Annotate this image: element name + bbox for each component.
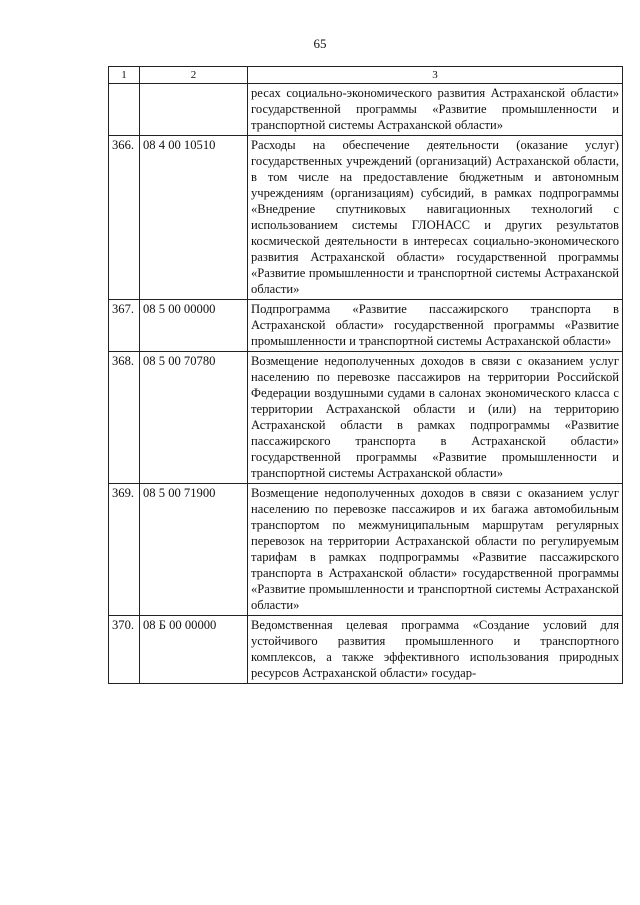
- budget-classification-table: [108, 66, 623, 684]
- table-row: [109, 616, 623, 684]
- row-number: 368.: [109, 352, 140, 484]
- row-code: 08 4 00 10510: [140, 136, 248, 300]
- row-code: 08 5 00 71900: [140, 484, 248, 616]
- row-code: 08 Б 00 00000: [140, 616, 248, 684]
- row-number: 370.: [109, 616, 140, 684]
- row-number: 367.: [109, 300, 140, 352]
- row-description: Ведомственная целевая программа «Создание условий для устойчивого развития промышленного и транспортного комплексов, а также эффективного использования природных ресурсов Астраханской области» государ-: [248, 616, 623, 684]
- row-description: ресах социально-экономического развития Астраханской области» государственной программы «Развитие промышленности и транспортной системы Астраханской области»: [248, 84, 623, 136]
- row-code: 08 5 00 00000: [140, 300, 248, 352]
- table-row: [109, 484, 623, 616]
- page-number: 65: [313, 36, 327, 51]
- row-number: [109, 84, 140, 136]
- column-header-code: 2: [140, 67, 248, 84]
- row-code: [140, 84, 248, 136]
- row-code: 08 5 00 70780: [140, 352, 248, 484]
- row-description: Возмещение недополученных доходов в связи с оказанием услуг населению по перевозке пассажиров и их багажа автомобильным транспортом по межмуниципальным маршрутам регулярных перевозок на территории Астраханской области по регулируемым тарифам в рамках подпрограммы «Развитие пассажирского транспорта в Астраханской области» государственной программы «Развитие промышленности и транспортной системы Астраханской области»: [248, 484, 623, 616]
- row-description: Подпрограмма «Развитие пассажирского транспорта в Астраханской области» государственной программы «Развитие промышленности и транспортной системы Астраханской области»: [248, 300, 623, 352]
- column-header-description: 3: [248, 67, 623, 84]
- row-number: 369.: [109, 484, 140, 616]
- row-number: 366.: [109, 136, 140, 300]
- column-header-number: 1: [109, 67, 140, 84]
- table-row: [109, 300, 623, 352]
- table-row: [109, 84, 623, 136]
- table-row: [109, 352, 623, 484]
- table-header-row: [109, 67, 623, 84]
- table-row: [109, 136, 623, 300]
- row-description: Расходы на обеспечение деятельности (оказание услуг) государственных учреждений (организаций) Астраханской области, в том числе на предоставление бюджетным и автономным учреждениям (организациям) субсидий, в рамках подпрограммы «Внедрение спутниковых навигационных технологий с использованием системы ГЛОНАСС и других результатов космической деятельности в интересах социально-экономического развития Астраханской области» государственной программы «Развитие промышленности и транспортной системы Астраханской области»: [248, 136, 623, 300]
- row-description: Возмещение недополученных доходов в связи с оказанием услуг населению по перевозке пассажиров на территории Российской Федерации воздушными судами в салонах экономического класса с территории Астраханской области и (или) на территорию Астраханской области в рамках подпрограммы «Развитие пассажирского транспорта в Астраханской области» государственной программы «Развитие промышленности и транспортной системы Астраханской области»: [248, 352, 623, 484]
